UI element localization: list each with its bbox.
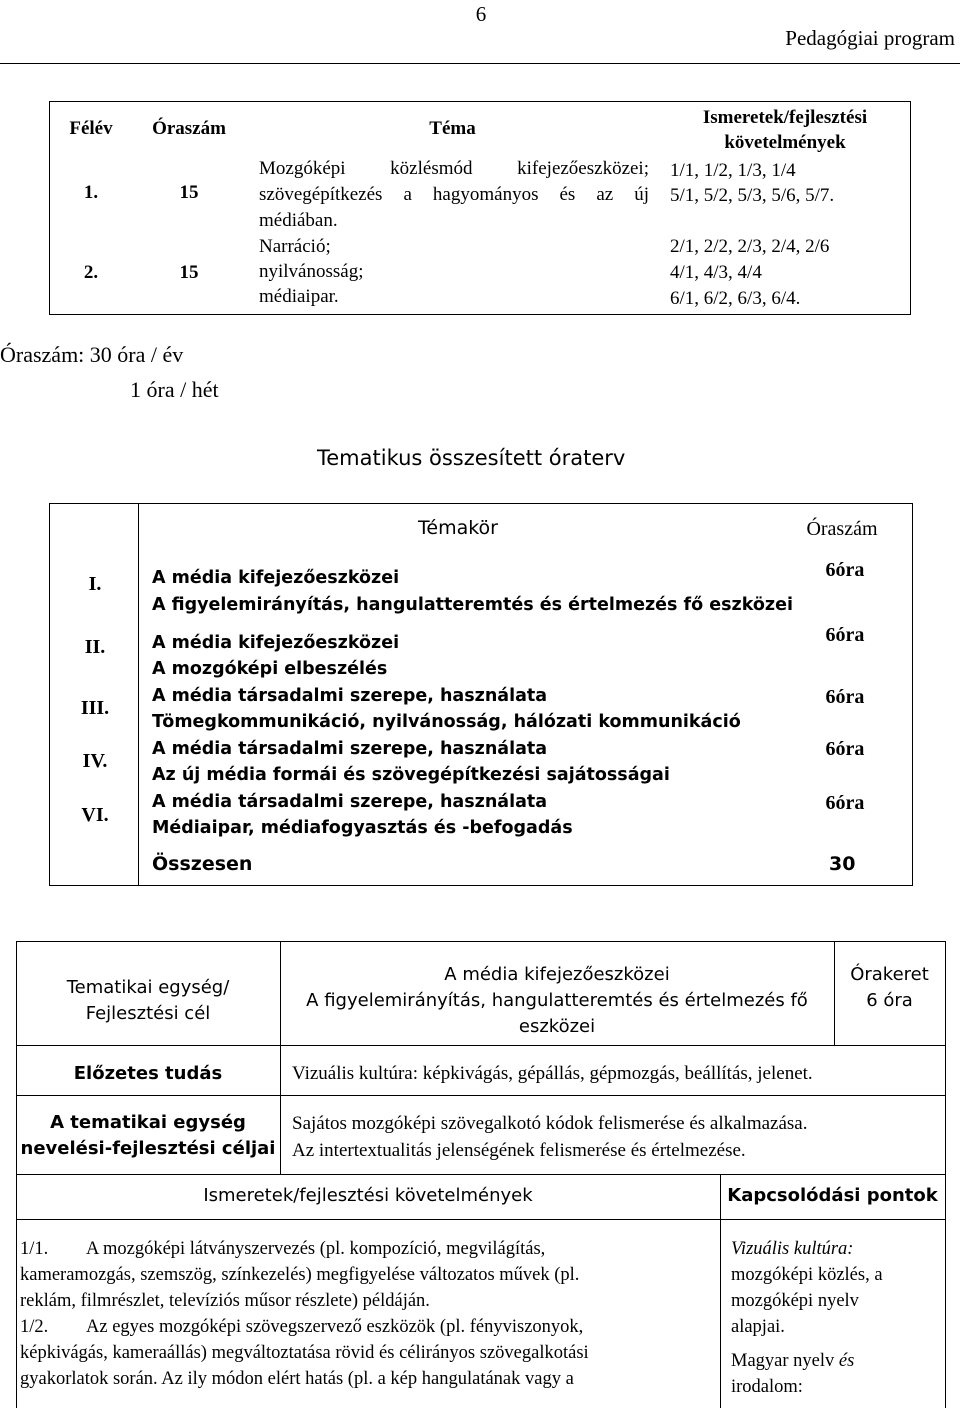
program-title: Pedagógiai program: [785, 26, 955, 50]
plan-row-line2: A figyelemirányítás, hangulatteremtés és értelmezés fő eszközei: [152, 595, 793, 615]
col-header-semester: Félév: [69, 118, 113, 139]
plan-row-hours: 6óra: [825, 559, 865, 581]
plan-row-line1: A média társadalmi szerepe, használata: [152, 739, 548, 759]
col-header-requirements: Ismeretek/fejlesztési követelmények: [702, 107, 868, 153]
semester-2: 2.: [83, 262, 99, 283]
summary-plan-title: Tematikus összesített óraterv: [317, 446, 626, 470]
plan-row-hours: 6óra: [825, 792, 865, 814]
connection-subject-literature: Magyar nyelv és: [731, 1351, 855, 1371]
connections-body: Vizuális kultúra: mozgóképi közlés, a mozgóképi nyelv alapjai. Magyar nyelv és irodalom:: [731, 1236, 941, 1400]
col-header-hours: Óraszám: [152, 118, 226, 139]
hours-per-year: Óraszám: 30 óra / év: [0, 342, 184, 367]
plan-row-number: IV.: [82, 750, 108, 772]
plan-row-number: I.: [88, 573, 102, 595]
requirement-1-1: 1/1. A mozgóképi látványszervezés (pl. kompozíció, megvilágítás, kameramozgás, szemszög, színkezelés) megfigyelése változatos művek (pl. reklám, filmrészlet, televíziós műsor részlete) példáján.: [20, 1236, 714, 1314]
goals-value: Sajátos mozgóképi szövegalkotó kódok felismerése és alkalmazása. Az intertextualitás jelenségének felismerése és értelmezése.: [292, 1113, 808, 1161]
plan-total-value: 30: [829, 853, 856, 875]
plan-row-line1: A média társadalmi szerepe, használata: [152, 686, 548, 706]
header-rule: [0, 63, 960, 64]
requirement-code: 1/2.: [20, 1317, 49, 1337]
hours-per-week: 1 óra / hét: [130, 377, 219, 402]
semester-1: 1.: [83, 182, 99, 203]
requirement-1-2: 1/2. Az egyes mozgóképi szövegszervező eszközök (pl. fényviszonyok, képkivágás, kameraállás) megváltoztatása rövid és célirányos szövegalkotási gyakorlatok során. Az ily módon elért hatás (pl. a kép hangulatának vagy a: [20, 1314, 714, 1392]
requirements-1: 1/1, 1/2, 1/3, 1/4 5/1, 5/2, 5/3, 5/6, 5/7.: [670, 160, 835, 206]
plan-row-line1: A média kifejezőeszközei: [152, 568, 400, 588]
plan-row-line1: A média kifejezőeszközei: [152, 633, 400, 653]
plan-row-hours: 6óra: [825, 686, 865, 708]
prior-knowledge-value: Vizuális kultúra: képkivágás, gépállás, gépmozgás, beállítás, jelenet.: [292, 1063, 813, 1084]
time-frame-value: 6 óra: [866, 990, 913, 1011]
prior-knowledge-label: Előzetes tudás: [73, 1063, 223, 1084]
page-number: 6: [475, 2, 487, 26]
plan-row-hours: 6óra: [825, 738, 865, 760]
plan-row-line2: Tömegkommunikáció, nyilvánosság, hálózati kommunikáció: [152, 712, 741, 732]
plan-row-line1: A média társadalmi szerepe, használata: [152, 792, 548, 812]
goals-label: A tematikai egység nevelési-fejlesztési céljai: [20, 1112, 276, 1159]
time-frame: [834, 962, 945, 1014]
connection-subject-visual: Vizuális kultúra:: [731, 1239, 854, 1259]
plan-row-line2: Az új média formái és szövegépítkezési sajátosságai: [152, 765, 670, 785]
plan-row-hours: 6óra: [825, 624, 865, 646]
hours-1: 15: [179, 182, 199, 203]
requirements-header: Ismeretek/fejlesztési követelmények: [203, 1185, 533, 1206]
plan-row-number: III.: [80, 697, 110, 719]
plan-row-number: II.: [84, 636, 106, 658]
topic-2: Narráció; nyilvánosság; médiaipar.: [259, 236, 364, 307]
plan-row-number: VI.: [81, 804, 109, 826]
topic-1: Mozgóképi közlésmód kifejezőeszközei; szövegépítkezés a hagyományos és az új médiában.: [259, 158, 649, 231]
requirement-code: 1/1.: [20, 1239, 49, 1259]
requirements-2: 2/1, 2/2, 2/3, 2/4, 2/6 4/1, 4/3, 4/4 6/1, 6/2, 6/3, 6/4.: [670, 236, 830, 309]
connections-header: Kapcsolódási pontok: [727, 1185, 938, 1206]
unit-title: A média kifejezőeszközei A figyelemirányítás, hangulatteremtés és értelmezés fő eszközei: [306, 964, 808, 1037]
plan-total-label: Összesen: [152, 853, 253, 875]
hours-2: 15: [179, 262, 199, 283]
time-frame-label: Órakeret: [850, 964, 929, 985]
unit-label: Tematikai egység/ Fejlesztési cél: [66, 977, 230, 1024]
col-header-plan-hours: Óraszám: [806, 518, 878, 540]
col-header-topic-area: Témakör: [418, 517, 498, 539]
col-header-topic: Téma: [429, 118, 476, 139]
plan-row-line2: Médiaipar, médiafogyasztás és -befogadás: [152, 818, 573, 838]
plan-row-line2: A mozgóképi elbeszélés: [152, 659, 388, 679]
